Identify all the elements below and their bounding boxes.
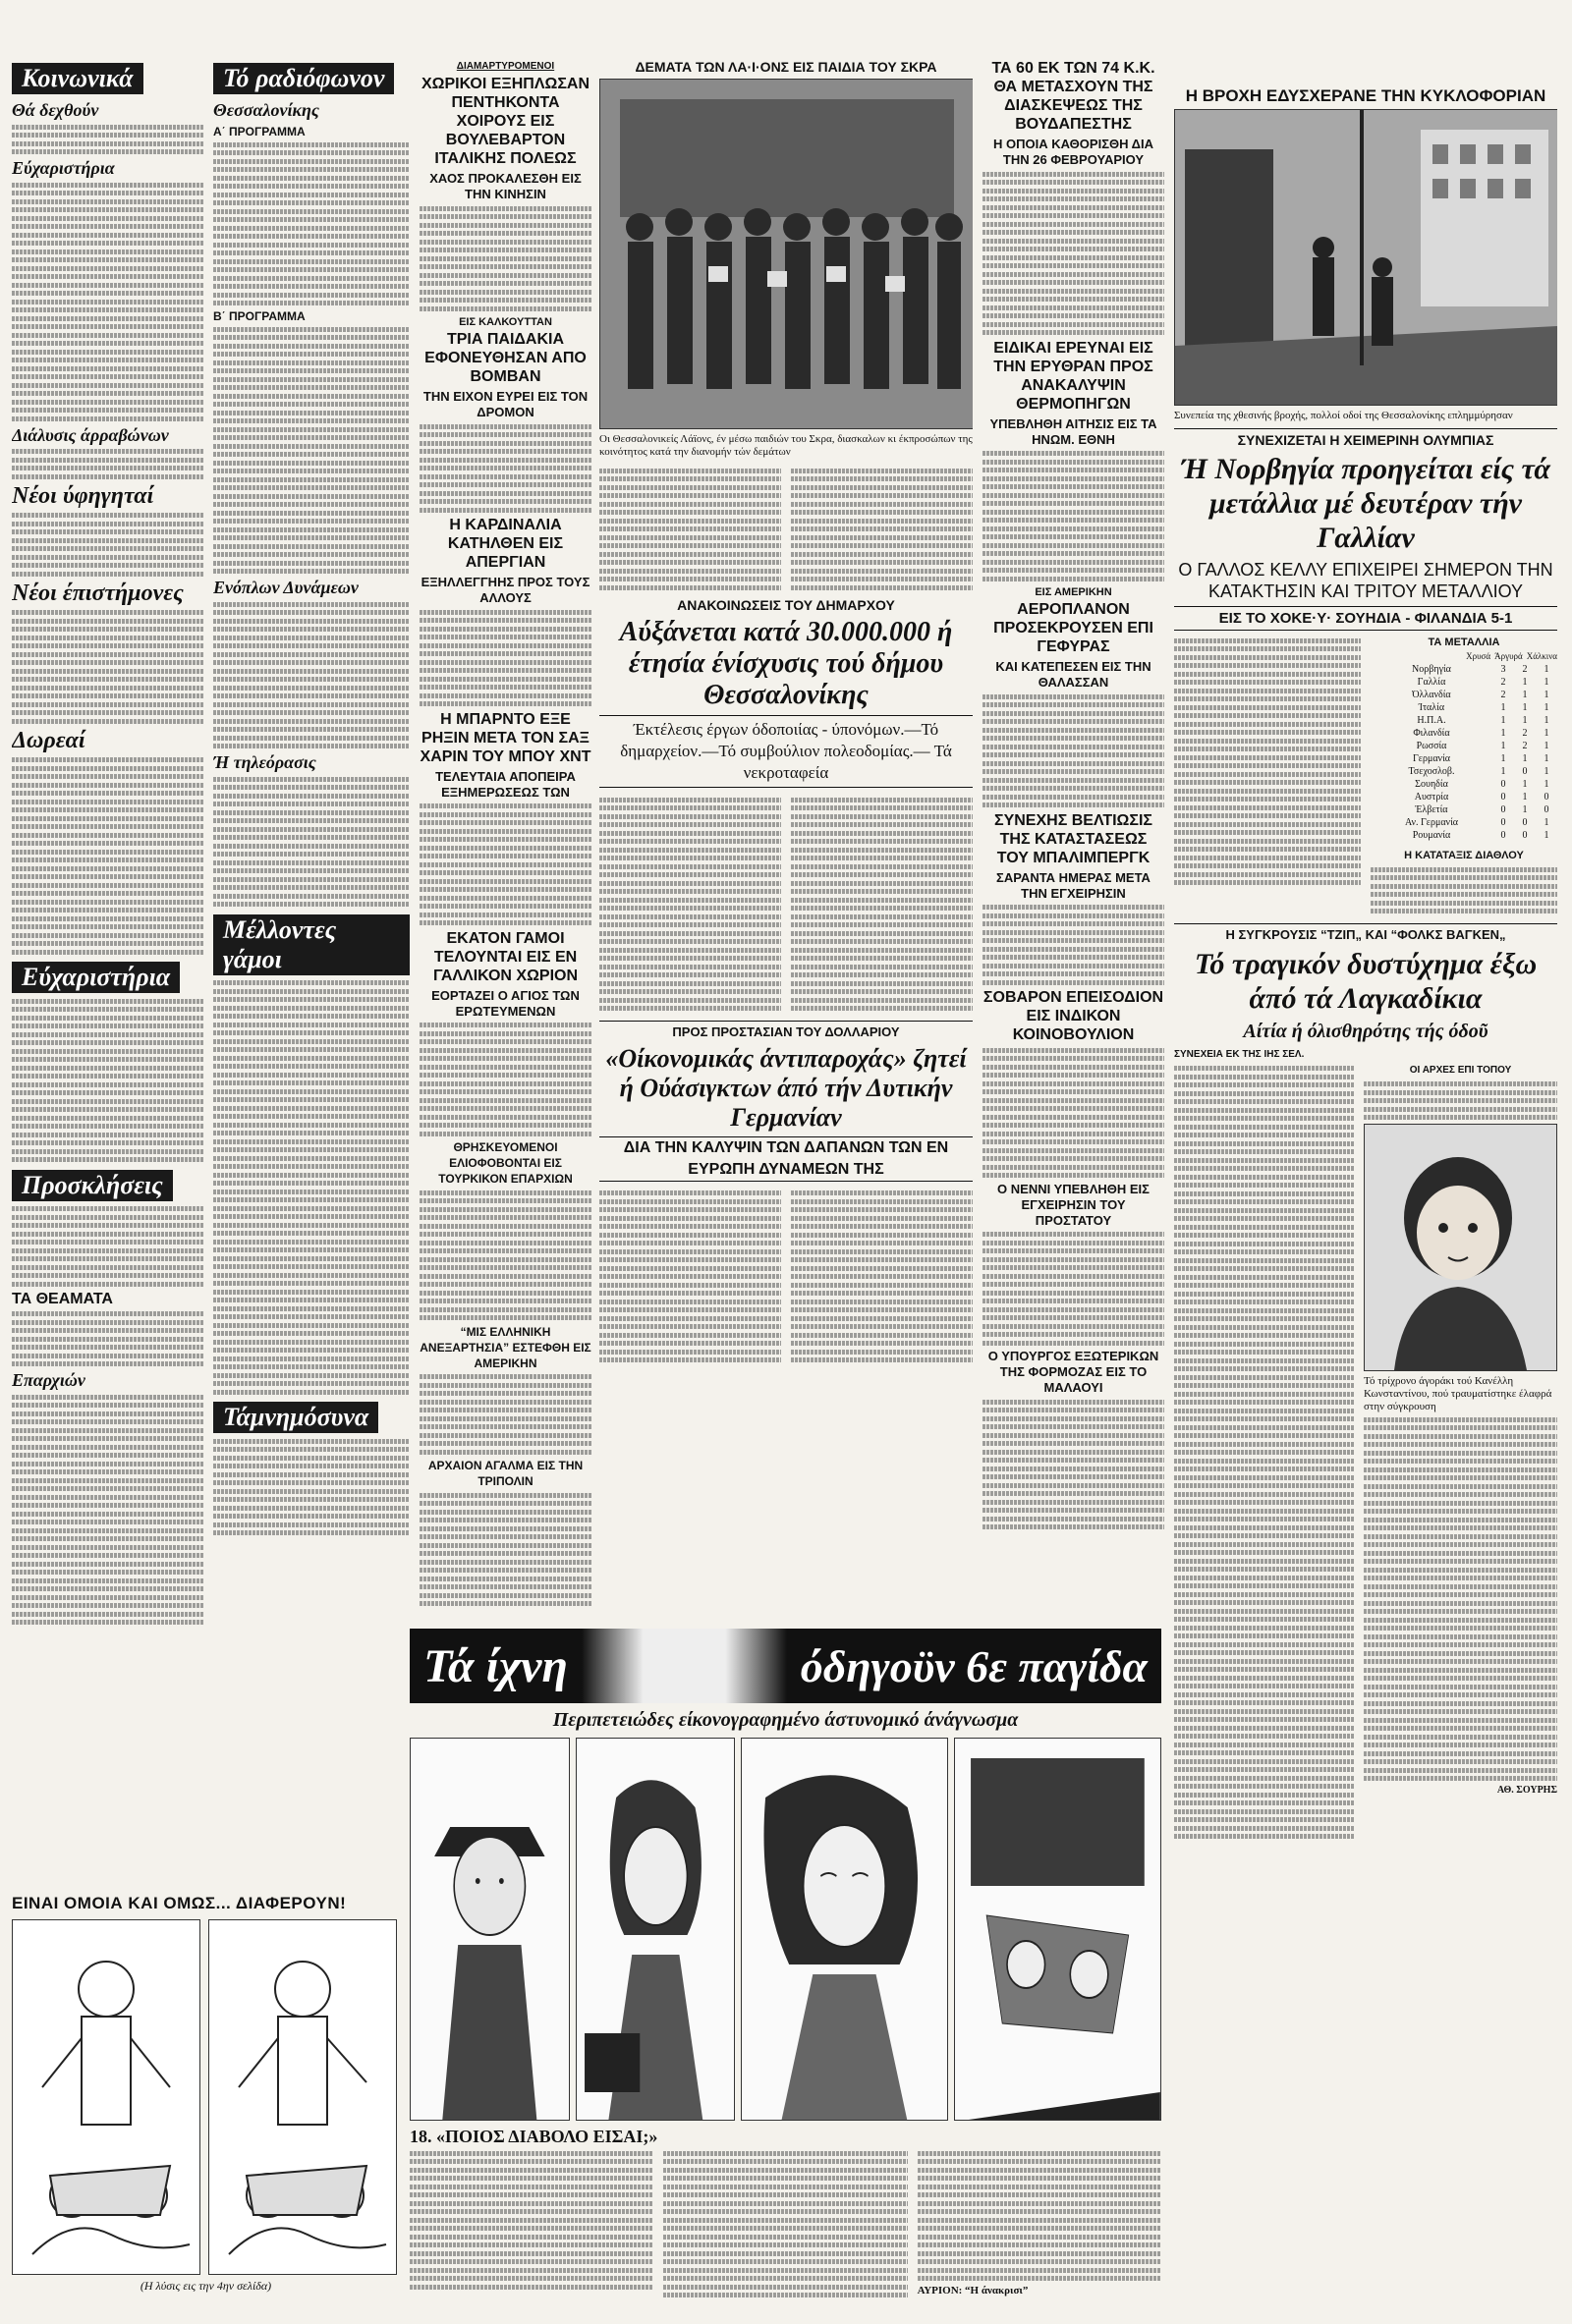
medals-count: 1 [1522, 753, 1528, 764]
headline-weddings: ΕΚΑΤΟΝ ΓΑΜΟΙ ΤΕΛΟΥΝΤΑΙ ΕΙΣ ΕΝ ΓΑΛΛΙΚΟΝ ΧΩΡΙΟΝ [432, 929, 579, 984]
kicker-protest: ΔΙΑΜΑΡΤΥΡΟΜΕΝΟΙ [456, 61, 555, 72]
column-world-news [420, 59, 591, 1631]
medals-header-row [1371, 650, 1557, 663]
column-sports [1174, 59, 1557, 2308]
medals-count: 1 [1522, 677, 1528, 688]
crowd-photo-icon [600, 80, 973, 428]
comic-tomorrow: ΑΥΡΙΟΝ: “Η άνακρισι” [917, 2284, 1029, 2296]
mayor-announcement-kicker: ΑΝΑΚΟΙΝΩΣΕΙΣ ΤΟΥ ΔΗΜΑΡΧΟΥ [677, 597, 895, 613]
comic-subtitle: Περιπετειώδες είκονογραφημένο άστυνομικό άνάγνωσμα [552, 1709, 1019, 1731]
medals-count: 1 [1500, 728, 1506, 739]
medals-country: Γερμανία [1412, 753, 1451, 764]
subhead-baliberg: ΣΑΡΑΝΤΑ ΗΜΕΡΑΣ ΜΕΤΑ ΤΗΝ ΕΓΧΕΙΡΗΣΙΝ [996, 869, 1151, 901]
comic-panel-2 [576, 1738, 736, 2121]
medals-count: 0 [1522, 830, 1528, 841]
column-radio [213, 59, 410, 1729]
medals-count: 2 [1522, 741, 1528, 751]
comic-panel-2-drawing-icon [577, 1739, 735, 2121]
medals-country: Ίταλία [1418, 702, 1445, 713]
olympics-subheadline: Ο ΓΑΛΛΟΣ ΚΕΛΛΥ ΕΠΙΧΕΙΡΕΙ ΣΗΜΕΡΟΝ ΤΗΝ ΚΑΤΑΚΤΗΣΙΝ ΚΑΙ ΤΡΙΤΟΥ ΜΕΤΑΛΛΙΟΥ [1178, 560, 1553, 601]
medals-count: 0 [1500, 779, 1506, 790]
column-social [12, 59, 203, 1729]
medals-table [1371, 635, 1557, 917]
medals-count: 1 [1544, 817, 1549, 828]
medals-count: 1 [1522, 690, 1528, 700]
medals-count: 0 [1500, 804, 1506, 815]
headline-cardinale: Η ΚΑΡΔΙΝΑΛΙΑ ΚΑΤΗΛΘΕΝ ΕΙΣ ΑΠΕΡΓΙΑΝ [447, 517, 564, 571]
medals-count: 1 [1544, 741, 1549, 751]
headline-baliberg: ΣΥΝΕΧΗΣ ΒΕΛΤΙΩΣΙΣ ΤΗΣ ΚΑΤΑΣΤΑΣΕΩΣ ΤΟΥ ΜΠΑΛΙΜΠΕΡΓΚ [993, 811, 1153, 866]
medals-header-gold: Χρυσά [1466, 651, 1491, 661]
subhead-cardinale: ΕΞΗΛΛΕΓΓΗΗΣ ΠΡΟΣ ΤΟΥΣ ΑΛΛΟΥΣ [421, 575, 590, 605]
dollar-headline: «Οίκονομικάς άντιπαροχάς» ζητεί ή Ούάσιγκτων άπό τήν Δυτικήν Γερμανίαν [605, 1043, 967, 1132]
medals-count: 1 [1522, 715, 1528, 726]
comic-panel-1 [410, 1738, 570, 2121]
rain-photo [1174, 109, 1557, 406]
cartoon-title: ΕΙΝΑΙ ΟΜΟΙΑ ΚΑΙ ΟΜΩΣ... ΔΙΑΦΕΡΟΥΝ! [12, 1894, 347, 1912]
column-center [599, 59, 973, 1631]
medals-count: 0 [1500, 792, 1506, 802]
street-photo-icon [1175, 110, 1557, 405]
medals-row [1371, 714, 1557, 727]
medals-row [1371, 765, 1557, 778]
medals-title: ΤΑ ΜΕΤΑΛΛΙΑ [1428, 636, 1500, 648]
medals-count: 1 [1544, 779, 1549, 790]
subhead-red-sea: ΥΠΕΒΛΗΘΗ ΑΙΤΗΣΙΣ ΕΙΣ ΤΑ ΗΝΩΜ. ΕΘΝΗ [989, 415, 1157, 447]
headline-calcutta: ΤΡΙΑ ΠΑΙΔΑΚΙΑ ΕΦΟΝΕΥΘΗΣΑΝ ΑΠΟ ΒΟΜΒΑΝ [424, 331, 587, 385]
medals-count: 1 [1500, 702, 1506, 713]
headline-bardot: Η ΜΠΑΡΝΤΟ ΕΞΕ ΡΗΞΙΝ ΜΕΤΑ ΤΟΝ ΣΑΞ ΧΑΡΙΝ ΤΟΥ ΜΠΟΥ ΧΝΤ [420, 710, 591, 765]
medals-country: Γαλλία [1417, 677, 1446, 688]
hockey-headline: ΕΙΣ ΤΟ ΧΟΚΕ·Υ· ΣΟΥΗΔΙΑ - ΦΙΛΑΝΔΙΑ 5-1 [1174, 606, 1557, 631]
cartoon-drawing-right-icon [209, 1920, 396, 2274]
decathlon-title: Η ΚΑΤΑΤΑΞΙΣ ΔΙΑΘΛΟΥ [1404, 850, 1524, 861]
medals-row [1371, 663, 1557, 676]
medals-count: 1 [1544, 728, 1549, 739]
child-photo-caption: Τό τρίχρονο άγοράκι τού Κανέλλη Κωνσταντίνου, πού τραυματίστηκε έλαφρά στην σύγκρουση [1364, 1375, 1552, 1412]
subsection-new-lecturers: Νέοι ύφηγηταί [12, 482, 154, 509]
provinces-title: Επαρχιών [12, 1370, 85, 1390]
medals-count: 2 [1500, 690, 1506, 700]
headline-religious: ΘΡΗΣΚΕΥΟΜΕΝΟΙ ΕΛΙΟΦΟΒΟΝΤΑΙ ΕΙΣ ΤΟΥΡΚΙΚΟΝ ΕΠΑΡΧΙΩΝ [438, 1140, 573, 1186]
subsection-engagements: Διάλυσις άρραβώνων [12, 424, 169, 445]
social-section-title: Κοινωνικά [12, 63, 143, 94]
medals-count: 1 [1544, 702, 1549, 713]
accident-subheadline: Αίτία ή όλισθηρότης τής όδοῦ [1243, 1020, 1488, 1042]
medals-count: 0 [1522, 817, 1528, 828]
medals-count: 1 [1544, 664, 1549, 675]
thanks-section-title: Εύχαριστήρια [12, 962, 180, 993]
medals-country: Αν. Γερμανία [1404, 817, 1459, 828]
lions-photo [599, 79, 973, 429]
subsection-births: Θά δεχθούν [12, 100, 99, 120]
medals-count: 1 [1522, 702, 1528, 713]
subsection-thanks: Εύχαριστήρια [12, 158, 115, 178]
headline-miss: “ΜΙΣ ΕΛΛΗΝΙΚΗ ΑΝΕΞΑΡΤΗΣΙΑ” ΕΣΤΕΦΘΗ ΕΙΣ ΑΜΕΡΙΚΗΝ [420, 1324, 591, 1370]
kicker-america: ΕΙΣ ΑΜΕΡΙΚΗΝ [1035, 586, 1112, 598]
authorities-subhead: ΟΙ ΑΡΧΕΣ ΕΠΙ ΤΟΠΟΥ [1409, 1064, 1512, 1076]
medals-count: 0 [1544, 792, 1549, 802]
medals-country: Τσεχοσλοβ. [1408, 766, 1455, 777]
medals-header-silver: Άργυρά [1494, 651, 1523, 661]
medals-count: 1 [1500, 715, 1506, 726]
comic-title-left: Τά ίχνη [423, 1639, 568, 1692]
medals-count: 2 [1522, 728, 1528, 739]
medals-row [1371, 829, 1557, 842]
medals-row [1371, 816, 1557, 829]
headline-statue: ΑΡΧΑΙΟΝ ΑΓΑΛΜΑ ΕΙΣ ΤΗΝ ΤΡΙΠΟΛΙΝ [427, 1459, 584, 1488]
subsection-new-scientists: Νέοι έπιστήμονες [12, 580, 184, 606]
headline-budapest: ΤΑ 60 ΕΚ ΤΩΝ 74 Κ.Κ. ΘΑ ΜΕΤΑΣΧΟΥΝ ΤΗΣ ΔΙΑΣΚΕΨΕΩΣ ΤΗΣ ΒΟΥΔΑΠΕΣΤΗΣ [991, 60, 1155, 133]
memorials-section-title: Τάμνημόσυνα [213, 1402, 378, 1433]
medals-row [1371, 740, 1557, 752]
olympics-kicker: ΣΥΝΕΧΙΖΕΤΑΙ Η ΧΕΙΜΕΡΙΝΗ ΟΛΥΜΠΙΑΣ [1174, 428, 1557, 448]
kicker-calcutta: ΕΙΣ ΚΑΛΚΟΥΤΤΑΝ [459, 316, 552, 328]
medals-country: Φιλανδία [1413, 728, 1450, 739]
headline-airplane: ΑΕΡΟΠΛΑΝΟΝ ΠΡΟΣΕΚΡΟΥΣΕΝ ΕΠΙ ΓΕΦΥΡΑΣ [993, 601, 1153, 655]
radio-thessaloniki: Θεσσαλονίκης [213, 100, 319, 120]
comic-panel-3-drawing-icon [742, 1739, 947, 2121]
accident-kicker: Η ΣΥΓΚΡΟΥΣΙΣ “ΤΖΙΠ„ ΚΑΙ “ΦΟΛΚΣ ΒΑΓΚΕΝ„ [1174, 923, 1557, 943]
subhead-pigs: ΧΑΟΣ ΠΡΟΚΑΛΕΣΘΗ ΕΙΣ ΤΗΝ ΚΙΝΗΣΙΝ [429, 171, 582, 201]
lions-photo-headline: ΔΕΜΑΤΑ ΤΩΝ ΛΑ·Ι·ΟΝΣ ΕΙΣ ΠΑΙΔΙΑ ΤΟΥ ΣΚΡΑ [635, 59, 937, 75]
headline-nenni: Ο ΝΕΝΝΙ ΥΠΕΒΛΗΘΗ ΕΙΣ ΕΓΧΕΙΡΗΣΙΝ ΤΟΥ ΠΡΟΣΤΑΤΟΥ [997, 1181, 1150, 1228]
cartoon-panel-right [208, 1919, 397, 2275]
medals-country: Όλλανδία [1412, 690, 1451, 700]
spot-the-difference-cartoon [12, 1894, 400, 2306]
medals-count: 1 [1544, 830, 1549, 841]
television-title: Ή τηλεόρασις [213, 752, 316, 772]
medals-count: 0 [1522, 766, 1528, 777]
olympics-headline: Ή Νορβηγία προηγείται είς τά μετάλλια μέ δευτέραν τήν Γαλλίαν [1181, 453, 1550, 554]
subhead-budapest: Η ΟΠΟΙΑ ΚΑΘΟΡΙΣΘΗ ΔΙΑ ΤΗΝ 26 ΦΕΒΡΟΥΑΡΙΟΥ [993, 137, 1153, 167]
rain-photo-headline: Η ΒΡΟΧΗ ΕΔΥΣΧΕΡΑΝΕ ΤΗΝ ΚΥΚΛΟΦΟΡΙΑΝ [1185, 86, 1546, 105]
medals-country: Νορβηγία [1412, 664, 1451, 675]
comic-panel-4-drawing-icon [955, 1739, 1160, 2121]
medals-row [1371, 701, 1557, 714]
cartoon-panel-left [12, 1919, 200, 2275]
medals-count: 0 [1500, 817, 1506, 828]
comic-title-ornament [582, 1629, 787, 1703]
medals-count: 1 [1500, 753, 1506, 764]
child-photo [1364, 1124, 1557, 1371]
medals-count: 1 [1522, 779, 1528, 790]
cartoon-caption: (Η λύσις εις την 4ην σελίδα) [140, 2279, 272, 2293]
medals-row [1371, 689, 1557, 701]
medals-country: Η.Π.Α. [1417, 715, 1446, 726]
comic-panel-4 [954, 1738, 1161, 2121]
radio-programme-b: Β΄ ΠΡΟΓΡΑΜΜΑ [213, 309, 306, 323]
invitations-section-title: Προσκλήσεις [12, 1170, 173, 1201]
headline-formosa: Ο ΥΠΟΥΡΓΟΣ ΕΞΩΤΕΡΙΚΩΝ ΤΗΣ ΦΟΡΜΟΖΑΣ ΕΙΣ ΤΟ ΜΑΛΑΟΥΙ [987, 1349, 1159, 1395]
subhead-calcutta: ΤΗΝ ΕΙΧΟΝ ΕΥΡΕΙ ΕΙΣ ΤΟΝ ΔΡΟΜΟΝ [422, 389, 589, 419]
medals-count: 1 [1544, 715, 1549, 726]
medals-count: 1 [1544, 690, 1549, 700]
medals-count: 2 [1522, 664, 1528, 675]
newspaper-page [12, 59, 1560, 2318]
medals-row [1371, 791, 1557, 803]
medals-count: 1 [1544, 766, 1549, 777]
medals-count: 1 [1522, 804, 1528, 815]
subhead-weddings: ΕΟΡΤΑΖΕΙ Ο ΑΓΙΟΣ ΤΩΝ ΕΡΩΤΕΥΜΕΝΩΝ [431, 987, 580, 1019]
radio-section-title: Τό ραδιόφωνον [213, 63, 394, 94]
medals-row [1371, 676, 1557, 689]
accident-headline: Τό τραγικόν δυστύχημα έξω άπό τά Λαγκαδίκια [1194, 947, 1538, 1015]
medals-count: 1 [1500, 766, 1506, 777]
headline-red-sea: ΕΙΔΙΚΑΙ ΕΡΕΥΝΑΙ ΕΙΣ ΤΗΝ ΕΡΥΘΡΑΝ ΠΡΟΣ ΑΝΑΚΑΛΥΨΙΝ ΘΕΡΜΟΠΗΓΩΝ [993, 339, 1153, 413]
radio-programme-a: Α΄ ΠΡΟΓΡΑΜΜΑ [213, 125, 306, 138]
headline-india: ΣΟΒΑΡΟΝ ΕΠΕΙΣΟΔΙΟΝ ΕΙΣ ΙΝΔΙΚΟΝ ΚΟΙΝΟΒΟΥΛΙΟΝ [982, 989, 1164, 1043]
comic-episode-title: 18. «ΠΟΙΟΣ ΔΙΑΒΟΛΟ ΕΙΣΑΙ;» [410, 2127, 658, 2146]
mayor-subheadline: Έκτέλεσις έργων όδοποιίας - ύπονόμων.—Τό δημαρχείον.—Τό συμβούλιον πολεοδομίας.— Τά νεκροταφεία [599, 715, 973, 788]
medals-count: 0 [1500, 830, 1506, 841]
medals-header-bronze: Χάλκινα [1526, 651, 1557, 661]
comic-panel-1-drawing-icon [411, 1739, 569, 2121]
medals-count: 3 [1500, 664, 1506, 675]
subhead-bardot: ΤΕΛΕΥΤΑΙΑ ΑΠΟΠΕΙΡΑ ΕΞΗΜΕΡΩΣΕΩΣ ΤΩΝ [435, 768, 576, 800]
dollar-kicker: ΠΡΟΣ ΠΡΟΣΤΑΣΙΑΝ ΤΟΥ ΔΟΛΛΑΡΙΟΥ [599, 1021, 973, 1040]
comic-panel-3 [741, 1738, 948, 2121]
medals-count: 1 [1500, 741, 1506, 751]
medals-country: Ρουμανία [1412, 830, 1451, 841]
comic-author-credit: ΑΘ. ΣΟΥΡΗΣ [1496, 1784, 1557, 1796]
medals-row [1371, 803, 1557, 816]
medals-count: 0 [1544, 804, 1549, 815]
medals-country: Ρωσσία [1416, 741, 1447, 751]
accident-continuation: ΣΥΝΕΧΕΙΑ ΕΚ ΤΗΣ ΙΗΣ ΣΕΛ. [1174, 1048, 1305, 1060]
lions-photo-caption: Οι Θεσσαλονικείς Λάϊονς, έν μέσω παιδιών του Σκρα, διασκαλων κι έκπροσώπων της κοινότητος κατά την διανομήν τών δεμάτων [599, 433, 973, 458]
column-foreign [982, 59, 1164, 1631]
medals-row [1371, 752, 1557, 765]
cartoon-drawing-left-icon [13, 1920, 199, 2274]
medals-country: Αυστρία [1414, 792, 1449, 802]
medals-row [1371, 727, 1557, 740]
medals-country: Σουηδία [1415, 779, 1448, 790]
medals-row [1371, 778, 1557, 791]
comic-strip [410, 1629, 1161, 2306]
medals-count: 1 [1544, 677, 1549, 688]
subsection-donations: Δωρεαί [12, 727, 85, 753]
medals-country: Έλβετία [1415, 804, 1448, 815]
medals-count: 1 [1522, 792, 1528, 802]
medals-count: 1 [1544, 753, 1549, 764]
rain-photo-caption: Συνεπεία της χθεσινής βροχής, πολλοί οδοί της Θεσσαλονίκης επλημμύρησαν [1174, 410, 1513, 421]
dollar-subheadline: ΔΙΑ ΤΗΝ ΚΑΛΥΨΙΝ ΤΩΝ ΔΑΠΑΝΩΝ ΤΩΝ ΕΝ ΕΥΡΩΠΗ ΔΥΝΑΜΕΩΝ ΤΗΣ [599, 1136, 973, 1182]
theaters-title: ΤΑ ΘΕΑΜΑΤΑ [12, 1290, 113, 1307]
mayor-headline: Αύξάνεται κατά 30.000.000 ή έτησία ένίσχυσις τού δήμου Θεσσαλονίκης [619, 617, 953, 710]
subhead-airplane: ΚΑΙ ΚΑΤΕΠΕΣΕΝ ΕΙΣ ΤΗΝ ΘΑΛΑΣΣΑΝ [995, 659, 1151, 690]
comic-title-right: όδηγοϋν 6ε παγίδα [800, 1640, 1148, 1691]
weddings-section-title: Μέλλοντες γάμοι [213, 914, 410, 975]
headline-pigs: ΧΩΡΙΚΟΙ ΕΞΗΠΛΩΣΑΝ ΠΕΝΤΗΚΟΝΤΑ ΧΟΙΡΟΥΣ ΕΙΣ ΒΟΥΛΕΒΑΡΤΟΝ ΙΤΑΛΙΚΗΣ ΠΟΛΕΩΣ [421, 76, 590, 167]
radio-armed-forces: Ενόπλων Δυνάμεων [213, 578, 359, 597]
child-portrait-icon [1365, 1125, 1556, 1370]
medals-count: 2 [1500, 677, 1506, 688]
